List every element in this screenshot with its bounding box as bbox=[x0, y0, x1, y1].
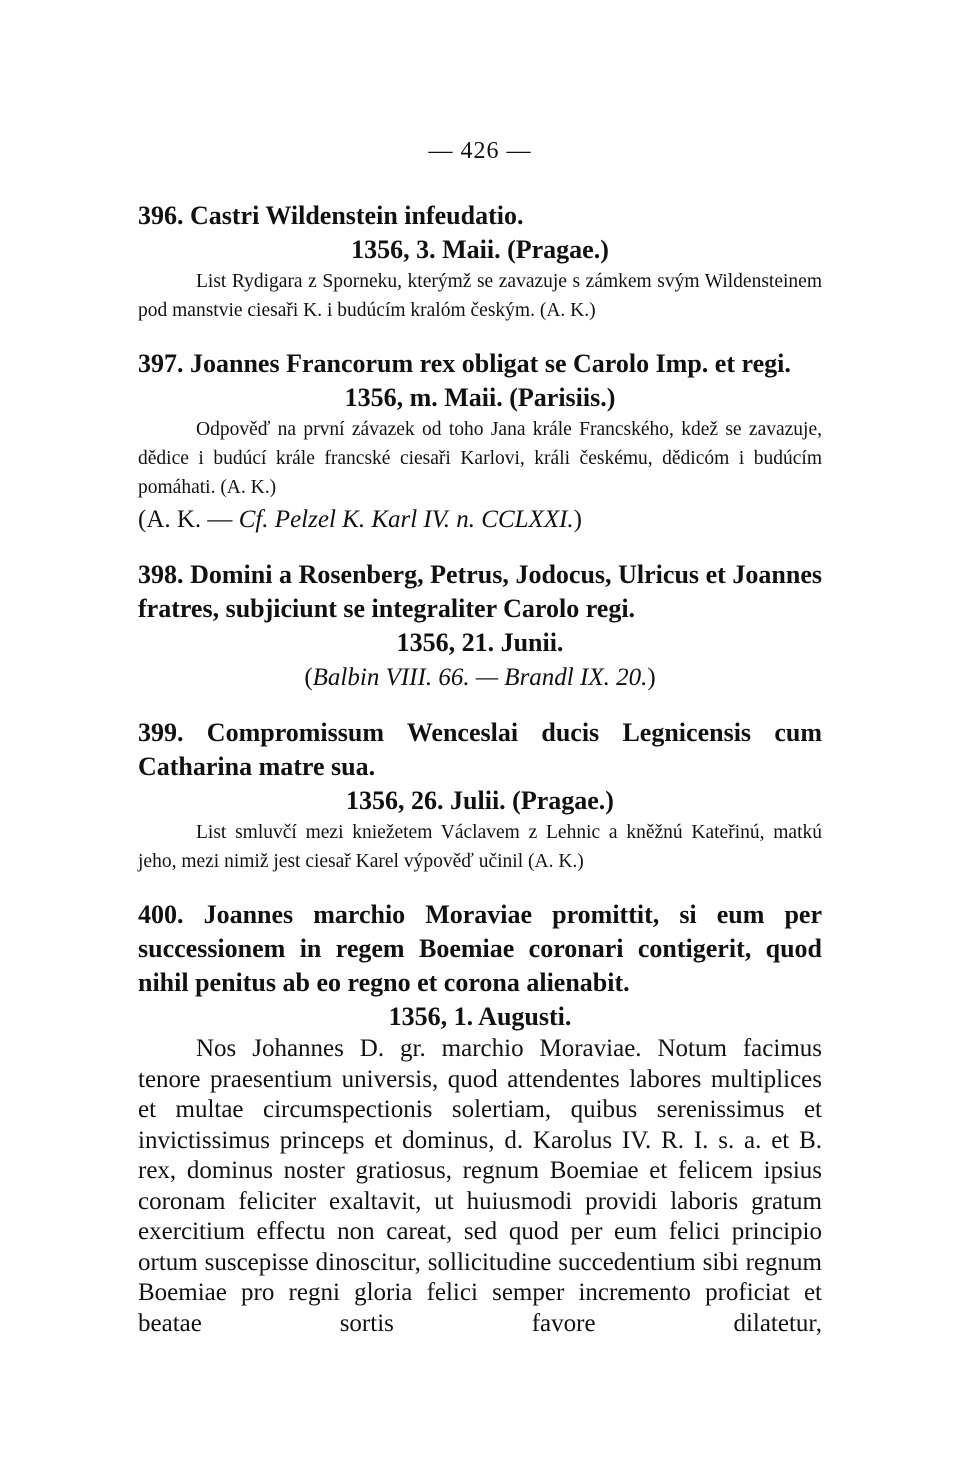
reference-prefix: ( bbox=[304, 664, 313, 691]
entry-400 bbox=[138, 898, 822, 1339]
entry-397 bbox=[138, 347, 822, 536]
entry-396 bbox=[138, 199, 822, 325]
entry-summary: List Rydigara z Sporneku, kterýmž se zavazuje s zámkem svým Wildensteinem pod manstvie ciesaři K. i budúcím kralóm českým. (A. K.) bbox=[138, 271, 822, 321]
reference-citation: Balbin VIII. 66. — Brandl IX. 20. bbox=[312, 664, 648, 691]
entry-summary: Odpověď na první závazek od toho Jana krále Francského, kdež se zavazuje, dědice i budúcí krále francské ciesaři Karlovi, králi českému, dědicóm i budúcím pomáhati. (A. K.) bbox=[138, 419, 822, 498]
entry-date: 1356, 26. Julii. (Pragae.) bbox=[346, 786, 614, 815]
page-number: — 426 — bbox=[428, 138, 532, 164]
entry-heading: 396. Castri Wildenstein infeudatio. bbox=[138, 201, 524, 230]
entry-heading: 398. Domini a Rosenberg, Petrus, Jodocus, Ulricus et Joannes fratres, subjiciunt se integraliter Carolo regi. bbox=[138, 560, 822, 623]
entry-398 bbox=[138, 558, 822, 694]
reference-citation: Cf. Pelzel K. Karl IV. n. CCLXXI. bbox=[238, 506, 574, 533]
entry-date: 1356, 3. Maii. (Pragae.) bbox=[351, 235, 609, 264]
entry-body-text: Nos Johannes D. gr. marchio Moraviae. Notum facimus tenore praesentium universis, quod attendentes labores multiplices et multae circumspectionis solertiam, quibus serenissimus et invictissimus princeps et dominus, d. Karolus IV. R. I. s. a. et B. rex, dominus noster gratiosus, regnum Boemiae et felicem ipsius coronam feliciter exaltavit, ut huiusmodi providi laboris gratum exercitium effectu non careat, sed quod per eum felici principio ortum suscepisse dinoscitur, sollicitudine succedentium sibi regnum Boemiae pro regni gloria felici semper incremento proficiat et beatae sortis favore dilatetur, bbox=[138, 1035, 822, 1337]
entry-summary: List smluvčí mezi kniežetem Václavem z Lehnic a kněžnú Kateřinú, matkú jeho, mezi nimiž jest ciesař Karel výpověď učinil (A. K.) bbox=[138, 822, 822, 872]
reference-prefix: (A. K. — bbox=[138, 506, 239, 533]
entry-date: 1356, 21. Junii. bbox=[396, 628, 564, 657]
entry-reference bbox=[138, 504, 822, 536]
entry-reference bbox=[138, 662, 822, 694]
reference-suffix: ) bbox=[647, 664, 656, 691]
entry-heading: 399. Compromissum Wenceslai ducis Legnicensis cum Catharina matre sua. bbox=[138, 718, 822, 781]
entry-heading: 397. Joannes Francorum rex obligat se Carolo Imp. et regi. bbox=[138, 349, 791, 378]
entry-date: 1356, m. Maii. (Parisiis.) bbox=[344, 383, 616, 412]
entry-399 bbox=[138, 716, 822, 876]
entry-date: 1356, 1. Augusti. bbox=[388, 1002, 572, 1031]
reference-suffix: ) bbox=[573, 506, 582, 533]
entry-heading: 400. Joannes marchio Moraviae promittit, si eum per successionem in regem Boemiae coronari contigerit, quod nihil penitus ab eo regno et corona alienabit. bbox=[138, 900, 822, 997]
